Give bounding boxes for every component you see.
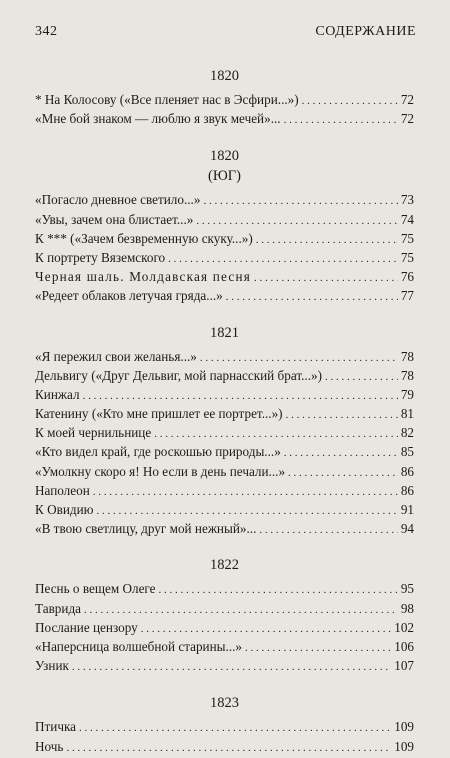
section-year: 1821 [210,324,239,341]
entry-title: К моей чернильнице [35,425,152,441]
entry-page: 74 [400,211,414,227]
toc-section [35,695,414,755]
leader-dots [254,269,398,288]
entry-page: 98 [400,600,414,616]
section-year: 1823 [210,695,239,712]
leader-dots [226,288,398,307]
leader-dots [325,368,398,387]
toc-entry [35,385,414,404]
entry-page: 75 [400,249,414,265]
leader-dots [66,739,391,758]
toc-section [35,148,414,305]
toc-section [35,557,414,675]
entry-title: Кинжал [35,386,80,402]
entry-page: 76 [400,269,414,285]
entry-title: Наполеон [35,482,90,498]
entry-title: Послание цензору [35,619,138,635]
leader-dots [256,231,398,250]
toc-entry [35,579,414,598]
toc-section [35,325,414,539]
toc-entry [35,190,414,209]
entry-title: К *** («Зачем безвременную скуку...») [35,230,253,246]
leader-dots [203,192,397,211]
toc-entry [35,267,414,286]
leader-dots [302,92,398,111]
leader-dots [286,406,398,425]
toc-entry [35,210,414,229]
entry-page: 81 [400,406,414,422]
entry-page: 78 [400,348,414,364]
leader-dots [72,658,391,677]
entry-title: «Погасло дневное светило...» [35,192,201,208]
entry-title: К портрету Вяземского [35,249,166,265]
leader-dots [159,581,398,600]
toc-entry [35,347,414,366]
entry-title: Ночь [35,738,64,754]
entry-title: К Овидию [35,502,94,517]
entry-page: 75 [400,230,414,246]
toc-entry [35,229,414,248]
entry-page: 85 [400,444,414,460]
toc-entry [35,519,414,538]
toc-entry [35,248,414,267]
entry-page: 91 [400,502,414,517]
leader-dots [288,464,398,483]
section-year: 1820 [210,148,239,165]
toc-entry [35,500,414,519]
entry-page: 95 [400,581,414,597]
entry-title: «Увы, зачем она блистает...» [35,211,194,227]
leader-dots [259,521,397,540]
toc-entry [35,442,414,461]
entry-page: 77 [400,288,414,304]
toc-entry [35,90,414,109]
entry-page: 86 [400,463,414,479]
toc-entry [35,366,414,385]
entry-title: «Кто видел край, где роскошью природы...» [35,444,281,460]
toc-entry [35,656,414,675]
entry-title: Дельвигу («Друг Дельвиг, мой парнасский брат...») [35,367,322,383]
entry-title: Узник [35,658,69,674]
leader-dots [284,111,398,130]
entry-title: Таврида [35,600,82,616]
section-year: 1822 [210,557,239,574]
page-number: 342 [35,24,58,39]
entry-title: «В твою светлицу, друг мой нежный»... [35,521,257,537]
entry-title: «Мне бой знаком — люблю я звук мечей»... [35,111,281,127]
table-of-contents [35,68,414,756]
entry-title: Черная шаль. Молдавская песня [35,269,252,285]
toc-entry [35,637,414,656]
running-header [35,24,416,40]
toc-entry [35,599,414,618]
running-title: СОДЕРЖАНИЕ [315,24,416,39]
entry-page: 106 [394,638,414,654]
toc-entry [35,737,414,756]
entry-page: 82 [400,425,414,441]
leader-dots [79,719,391,738]
toc-entry [35,404,414,423]
entry-title: Птичка [35,719,77,735]
entry-title: «Я пережил свои желанья...» [35,348,197,364]
entry-page: 72 [400,111,414,127]
entry-title: Песнь о вещем Олеге [35,581,156,597]
leader-dots [245,639,391,658]
entry-page: 102 [394,619,414,635]
entry-title: Катенину («Кто мне пришлет ее портрет...») [35,406,283,422]
entry-page: 86 [400,482,414,498]
toc-entry [35,462,414,481]
leader-dots [284,444,398,463]
section-subtitle: (ЮГ) [208,168,241,185]
toc-entry [35,286,414,305]
toc-entry [35,109,414,128]
entry-title: «Редеет облаков летучая гряда...» [35,288,223,304]
entry-page: 109 [394,719,414,735]
entry-page: 94 [400,521,414,537]
toc-entry [35,618,414,637]
entry-page: 78 [400,367,414,383]
toc-entry [35,717,414,736]
entry-title: «Наперсница волшебной старины...» [35,638,243,654]
leader-dots [93,483,398,502]
toc-entry [35,423,414,442]
section-year: 1820 [210,68,239,84]
entry-page: 72 [400,92,414,107]
entry-page: 109 [394,738,414,754]
entry-page: 79 [400,386,414,402]
entry-title: * На Колосову («Все пленяет нас в Эсфири...») [35,92,299,107]
toc-section [35,68,414,128]
toc-entry [35,481,414,500]
entry-title: «Умолкну скоро я! Но если в день печали...» [35,463,286,479]
entry-page: 73 [400,192,414,208]
entry-page: 107 [394,658,414,674]
